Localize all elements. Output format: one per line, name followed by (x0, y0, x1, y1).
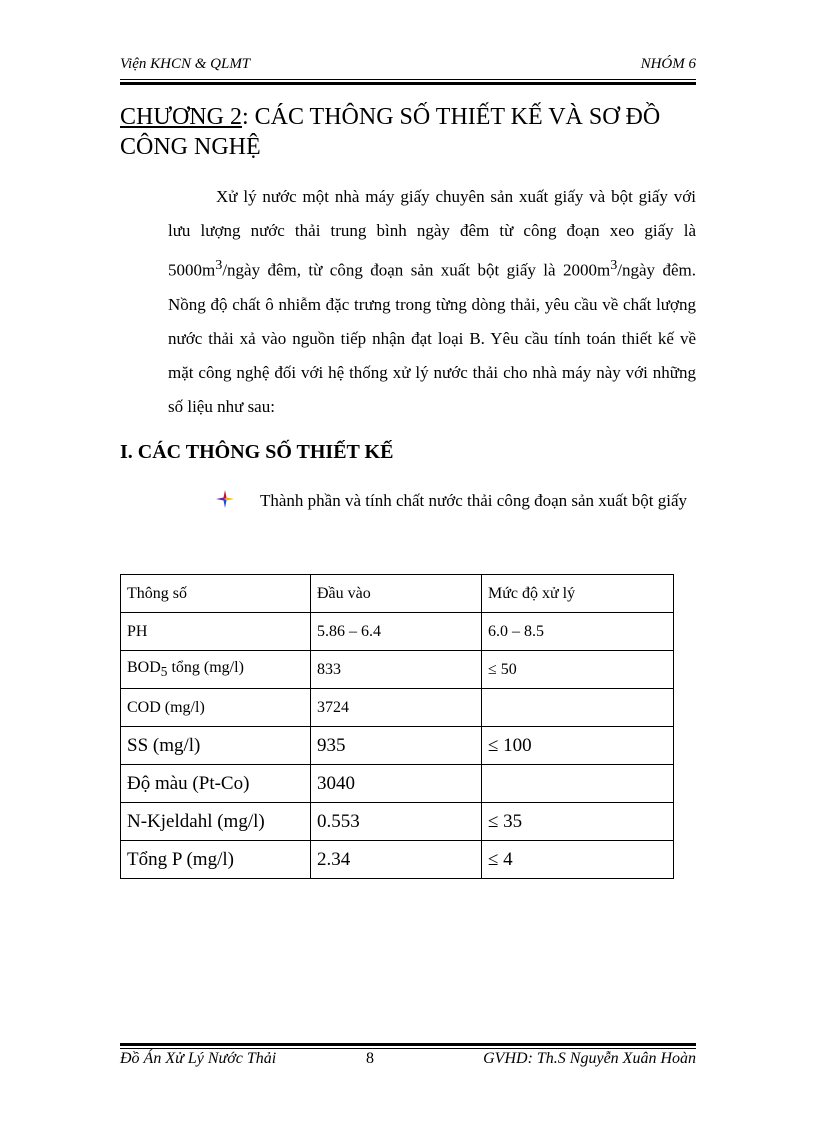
parameters-table (120, 574, 674, 879)
cell-param: Tổng P (mg/l) (121, 841, 311, 879)
cell-param: PH (121, 613, 311, 651)
cell-input: 3724 (311, 689, 482, 727)
table-row (121, 803, 674, 841)
page-footer (120, 1050, 696, 1078)
table-header-row (121, 575, 674, 613)
cell-param: COD (mg/l) (121, 689, 311, 727)
intro-text-3: /ngày đêm. Nồng độ chất ô nhiễm đặc trưng trong từng dòng thải, yêu cầu về chất lượng nước thải xả vào nguồn tiếp nhận đạt loại B. Yêu cầu tính toán thiết kế về mặt công nghệ đối với hệ thống xử lý nước thải cho nhà máy này với những số liệu như sau: (168, 260, 696, 416)
param-text-suffix: tổng (mg/l) (167, 658, 244, 676)
page-number: 8 (366, 1050, 374, 1067)
cell-input: 935 (311, 727, 482, 765)
section-heading: I. CÁC THÔNG SỐ THIẾT KẾ (120, 441, 394, 463)
chapter-number: CHƯƠNG 2 (120, 104, 242, 130)
header-cell-treatment: Mức độ xử lý (482, 575, 674, 613)
table-row (121, 651, 674, 689)
footer-project: Đồ Án Xử Lý Nước Thải (120, 1050, 277, 1067)
cell-treatment: 6.0 – 8.5 (482, 613, 674, 651)
table-row (121, 765, 674, 803)
header-cell-param: Thông số (121, 575, 311, 613)
cell-input: 833 (311, 651, 482, 689)
intro-sup-1: 3 (215, 257, 223, 273)
four-color-star-icon (216, 490, 234, 508)
table-row (121, 841, 674, 879)
header-rule-thin (120, 79, 696, 80)
cell-treatment (482, 689, 674, 727)
cell-treatment: ≤ 4 (482, 841, 674, 879)
cell-input: 5.86 – 6.4 (311, 613, 482, 651)
cell-param: N-Kjeldahl (mg/l) (121, 803, 311, 841)
chapter-title (120, 102, 700, 162)
cell-treatment: ≤ 50 (482, 651, 674, 689)
cell-param (121, 651, 311, 689)
table-row (121, 613, 674, 651)
chapter-heading: : CÁC THÔNG SỐ THIẾT KẾ VÀ SƠ ĐỒ CÔNG NGHỆ (120, 104, 661, 160)
footer-rule-thick (120, 1043, 696, 1046)
footer-advisor: GVHD: Th.S Nguyễn Xuân Hoàn (483, 1050, 696, 1067)
cell-input: 3040 (311, 765, 482, 803)
intro-paragraph (168, 180, 696, 424)
page-header (120, 52, 696, 80)
table-row (121, 689, 674, 727)
header-cell-input: Đầu vào (311, 575, 482, 613)
intro-text-2: /ngày đêm, từ công đoạn sản xuất bột giấy là 2000m (222, 260, 611, 280)
cell-treatment: ≤ 35 (482, 803, 674, 841)
footer-rule-thin (120, 1048, 696, 1049)
cell-input: 2.34 (311, 841, 482, 879)
intro-sup-2: 3 (610, 257, 618, 273)
header-rule-thick (120, 82, 696, 85)
param-text: BOD (127, 658, 161, 676)
bullet-text: Thành phần và tính chất nước thải công đoạn sản xuất bột giấy (260, 491, 688, 510)
table-row (121, 727, 674, 765)
header-group: NHÓM 6 (640, 56, 696, 72)
cell-treatment: ≤ 100 (482, 727, 674, 765)
cell-param: Độ màu (Pt-Co) (121, 765, 311, 803)
header-institute: Viện KHCN & QLMT (120, 56, 251, 72)
bullet-item (168, 484, 696, 518)
cell-input: 0.553 (311, 803, 482, 841)
param-subscript: 5 (160, 664, 168, 680)
cell-param: SS (mg/l) (121, 727, 311, 765)
intro-text-1: Xử lý nước một nhà máy giấy chuyên sản xuất giấy và bột giấy với lưu lượng nước thải trung bình ngày đêm từ công đoạn xeo giấy là 5000m (168, 187, 696, 280)
cell-treatment (482, 765, 674, 803)
